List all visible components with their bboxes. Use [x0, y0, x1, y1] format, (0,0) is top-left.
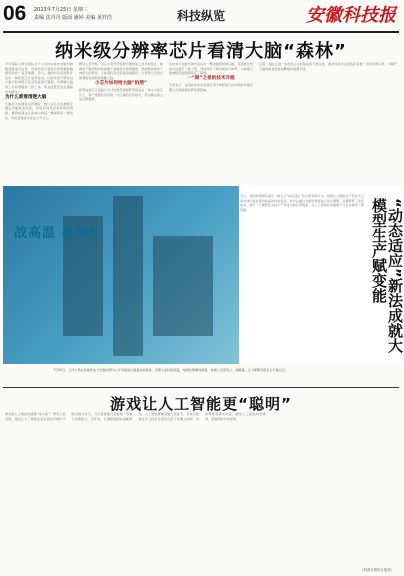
- article2-headline: “动态适应”新法成就大模型生产赋变能: [370, 198, 404, 353]
- article1-col2-text: 研究人员介绍，该芯片将光学成像与微纳加工技术相结合，能够在不破坏组织的前提下获取高分辨率图像，既能够看清单个神经元的形态，又能追踪其长距离投射路径，让科研人员得以像观察森林那样俯瞰大脑。: [79, 62, 163, 80]
- newspaper-logo: 安徽科技报: [306, 5, 396, 26]
- page-number: 06: [3, 2, 27, 25]
- photo-equipment: [153, 236, 213, 336]
- section-divider: [3, 387, 399, 388]
- article1-headline: 纳米级分辨率芯片看清大脑“森林”: [55, 41, 347, 62]
- section-title: 科技纵览: [176, 9, 225, 23]
- editor-line: 责编 沈丹丹 版面 潘婷 美编 黄祥浩: [34, 15, 112, 21]
- article1-subhead-2: 小芯片如何给大脑“拍照”: [95, 80, 147, 86]
- article3-body: 游戏是人工智能的重要“练兵场”。研究人员发现，通过让人工智能在复杂游戏环境中不断试错与学习，可以显著提升其推理、规划与决策能力。近年来，从围棋到即时战略游戏，人工智能屡屡突破人类高手，其背后的强化学习技术也逐步应用于机器人控制、自动驾驶等真实场景，推动人工智能向更通用、更聪明的方向发展。: [5, 412, 266, 421]
- header-rule: [3, 31, 399, 33]
- article1-col4-text: 目前，团队正进一步优化芯片的集成度与稳定性，推动该技术走向临床和更广泛的科研应用，为解开大脑奥秘提供更加精细的观测手段。: [259, 62, 397, 71]
- photo-title: 战高温 检验忙: [14, 226, 104, 241]
- article1-col1-text2: 大脑是人体最复杂的器官，数以百亿计的神经元通过突触彼此连接，形成如同茂密森林般的网络。要想看清这片森林中的每一棵树和每一根枝杈，传统显微技术往往力不从心。: [5, 101, 73, 120]
- article1-column-1: [5, 62, 73, 182]
- article1-col3-text2: 专家表示，这项技术未来有望应用于神经退行性疾病的早期诊断以及类脑智能研究等领域。: [169, 83, 253, 92]
- article1-col1-text: 今年国际上研究团队在不少活体实验中对脑内神经回路进行成像，然而如何以更高分辨率解析脑组织结构一直是难题。近日，我国科学家团队开发出一种新型芯片成像技术，以纳米级分辨率对大脑中的神经元及其连接进行观测，为理解大脑的工作原理提供了新工具。相关成果发表在国际学术期刊上。: [5, 62, 73, 94]
- photo-equipment: [113, 196, 143, 356]
- photo-caption: 7月22日，工作人员在安徽某电力设备检测中心对设备进行高温检验测试。近期全省持续高温，电网负荷屡创新高，检测人员顶烈日、战酷暑，全力保障设备安全可靠运行。: [53, 368, 288, 372]
- page-header: [0, 0, 402, 30]
- article3-headline: 游戏让人工智能更“聪明”: [110, 395, 292, 413]
- article3-credit: （科普日报综合报道）: [360, 568, 394, 572]
- article1-column-3: [169, 62, 253, 182]
- article1-col2-text2: 新型成像芯片将数以万计的微型透镜阵列集成在一块小小的芯片上，每个透镜负责采集一个区域的光学信号，再由算法拼合成完整图像。: [79, 87, 163, 102]
- article2-body: 近日，我国科研团队提出一种名为“动态适应”的全新训练方法，能够让大模型在不同任务之间快速切换并保持较高的性能表现。该方法通过对模型参数进行动态调整，显著降低了训练成本，提升了大模型在实际生产场景中的应用效率，为人工智能技术赋能千行百业提供了新思路。: [240, 194, 364, 212]
- article1-col3-text: 该技术可在数分钟内完成对一整块脑组织的扫描，其速度比传统方法提升了数十倍，同时保持了纳米级的分辨率，为构建大脑神经连接图谱奠定了基础。: [169, 62, 253, 76]
- article1-column-2: [79, 62, 163, 182]
- article1-column-4: [259, 62, 397, 182]
- date-line: 2023年7月25日 星期二: [34, 7, 88, 13]
- article1-subhead-1: 为什么难看清楚大脑: [5, 94, 47, 100]
- article1-subhead-3: 一“眼”之差的技术升级: [187, 76, 235, 82]
